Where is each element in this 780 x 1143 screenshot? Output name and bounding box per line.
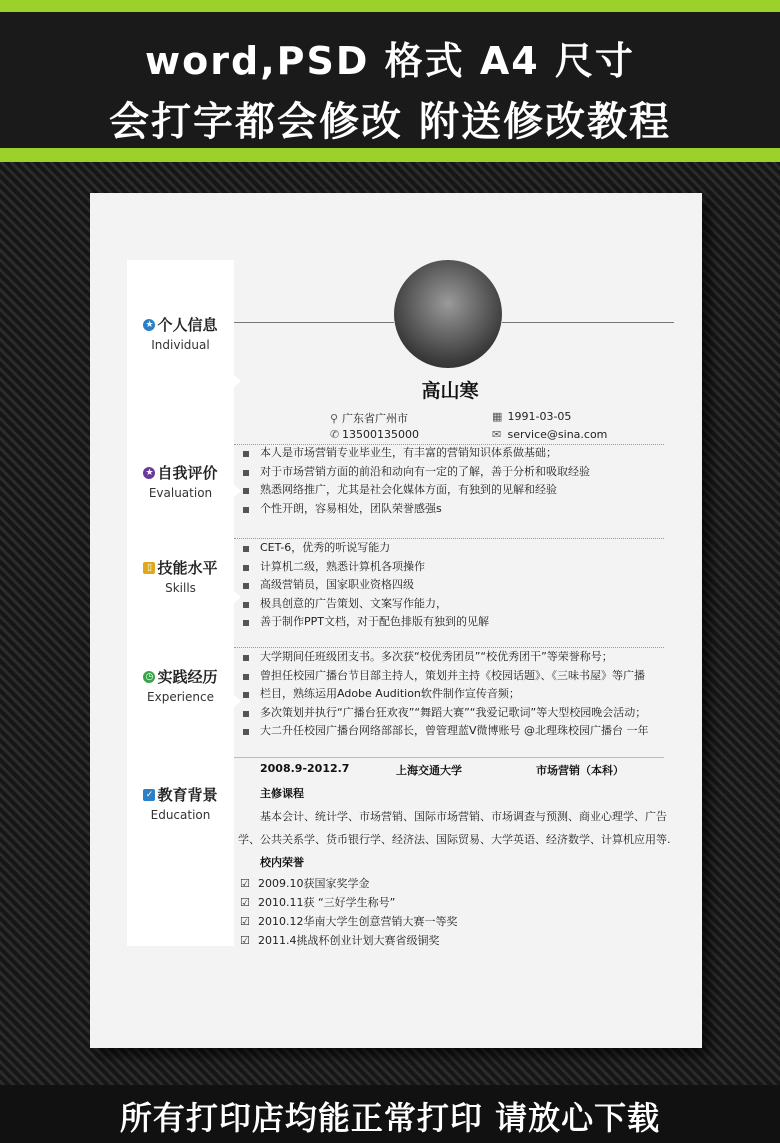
edu-school: 上海交通大学 [396, 764, 462, 777]
section-education-cn: 教育背景 [157, 786, 218, 804]
section-experience-en: Experience [147, 690, 214, 704]
section-experience-cn: 实践经历 [157, 668, 218, 686]
top-accent-bar [0, 0, 780, 12]
list-item: ☑ 2011.4挑战杯创业计划大赛省级铜奖 [240, 931, 458, 950]
section-personal [127, 314, 234, 352]
email-text: service@sina.com [507, 428, 608, 441]
list-item: CET-6，优秀的听说写能力 [243, 539, 489, 558]
courses-line1: 基本会计、统计学、市场营销、国际市场营销、市场调查与预测、商业心理学、广告 [260, 810, 667, 823]
list-item: ☑ 2010.11获 “三好学生称号” [240, 893, 458, 912]
calendar-icon: ▦ [492, 410, 503, 423]
section-evaluation [127, 462, 234, 500]
list-item: 极具创意的广告策划、文案写作能力， [243, 595, 489, 614]
list-item: 计算机二级，熟悉计算机各项操作 [243, 558, 489, 577]
profile-name: 高山寒 [421, 380, 479, 402]
resume-sidebar [127, 260, 234, 946]
experience-list [243, 648, 649, 741]
list-item: ☑ 2009.10获国家奖学金 [240, 874, 458, 893]
list-item: 本人是市场营销专业毕业生，有丰富的营销知识体系做基础； [243, 444, 590, 463]
courses-line2: 学、公共关系学、货币银行学、经济法、国际贸易、大学英语、经济数学、计算机应用等. [238, 833, 671, 846]
courses-title: 主修课程 [260, 787, 304, 800]
section-experience [127, 666, 234, 704]
list-item: 善于制作PPT文档，对于配色排版有独到的见解 [243, 613, 489, 632]
checkbox-icon: ✓ [143, 789, 155, 801]
star-icon: ★ [145, 319, 154, 330]
skills-list [243, 539, 489, 632]
section-education-en: Education [150, 808, 211, 822]
footer-text: 所有打印店均能正常打印 请放心下载 [119, 1099, 661, 1137]
sidebar-notch [233, 374, 241, 388]
book-icon: ▯ [143, 562, 155, 574]
evaluation-list [243, 444, 590, 518]
profile-birthday [492, 410, 571, 423]
list-item: 大二升任校园广播台网络部部长，曾管理蓝V微博账号 @北理珠校园广播台 一年 [243, 722, 649, 741]
profile-email [492, 428, 607, 441]
section-personal-cn: 个人信息 [157, 316, 218, 334]
section-skills-en: Skills [165, 581, 196, 595]
sidebar-notch [233, 484, 241, 498]
avatar [394, 260, 502, 368]
banner-line2: 会打字都会修改 附送修改教程 [109, 99, 671, 145]
list-item: 熟悉网络推广，尤其是社会化媒体方面，有独到的见解和经验 [243, 481, 590, 500]
list-item-text: 栏目，熟练运用Adobe Audition软件制作宣传音频； [260, 687, 520, 700]
phone-icon: ✆ [330, 428, 340, 441]
list-item: ☑ 2010.12华南大学生创意营销大赛一等奖 [240, 912, 458, 931]
list-item: 大学期间任班级团支书。多次获“校优秀团员”“校优秀团干”等荣誉称号； [243, 648, 649, 667]
header-divider-left [234, 322, 394, 323]
section-education [127, 784, 234, 822]
profile-phone [330, 428, 419, 441]
star-icon: ★ [145, 467, 154, 478]
sidebar-notch [233, 590, 241, 604]
section-divider [234, 757, 664, 758]
section-personal-en: Individual [151, 338, 210, 352]
profile-location [330, 410, 408, 426]
list-item: 曾担任校园广播台节目部主持人，策划并主持《校园话题》、《三味书屋》等广播 [243, 667, 649, 686]
location-text: 广东省广州市 [342, 412, 408, 425]
section-skills-cn: 技能水平 [157, 559, 218, 577]
honors-title: 校内荣誉 [260, 856, 304, 869]
clock-icon: ◷ [143, 671, 155, 683]
header-divider-right [502, 322, 674, 323]
phone-text: 13500135000 [342, 428, 419, 441]
banner-line1: word,PSD 格式 A4 尺寸 [145, 39, 635, 83]
bottom-accent-bar [0, 148, 780, 162]
honors-list [240, 874, 458, 950]
list-item: 高级营销员，国家职业资格四级 [243, 576, 489, 595]
section-skills [127, 557, 234, 595]
section-evaluation-en: Evaluation [148, 486, 213, 500]
edu-period: 2008.9-2012.7 [260, 762, 350, 775]
edu-major: 市场营销（本科） [536, 764, 624, 777]
list-item: 个性开朗，容易相处，团队荣誉感强s [243, 500, 590, 519]
list-item: 对于市场营销方面的前沿和动向有一定的了解，善于分析和吸取经验 [243, 463, 590, 482]
email-icon: ✉ [492, 428, 502, 441]
location-pin-icon: ⚲ [330, 412, 339, 425]
list-item: 多次策划并执行“广播台狂欢夜”“舞蹈大赛”“我爱记歌词”等大型校园晚会活动； [243, 704, 649, 723]
birthday-text: 1991-03-05 [507, 410, 572, 423]
sidebar-notch [233, 694, 241, 708]
section-evaluation-cn: 自我评价 [157, 464, 218, 482]
list-item-continuation [243, 685, 649, 704]
